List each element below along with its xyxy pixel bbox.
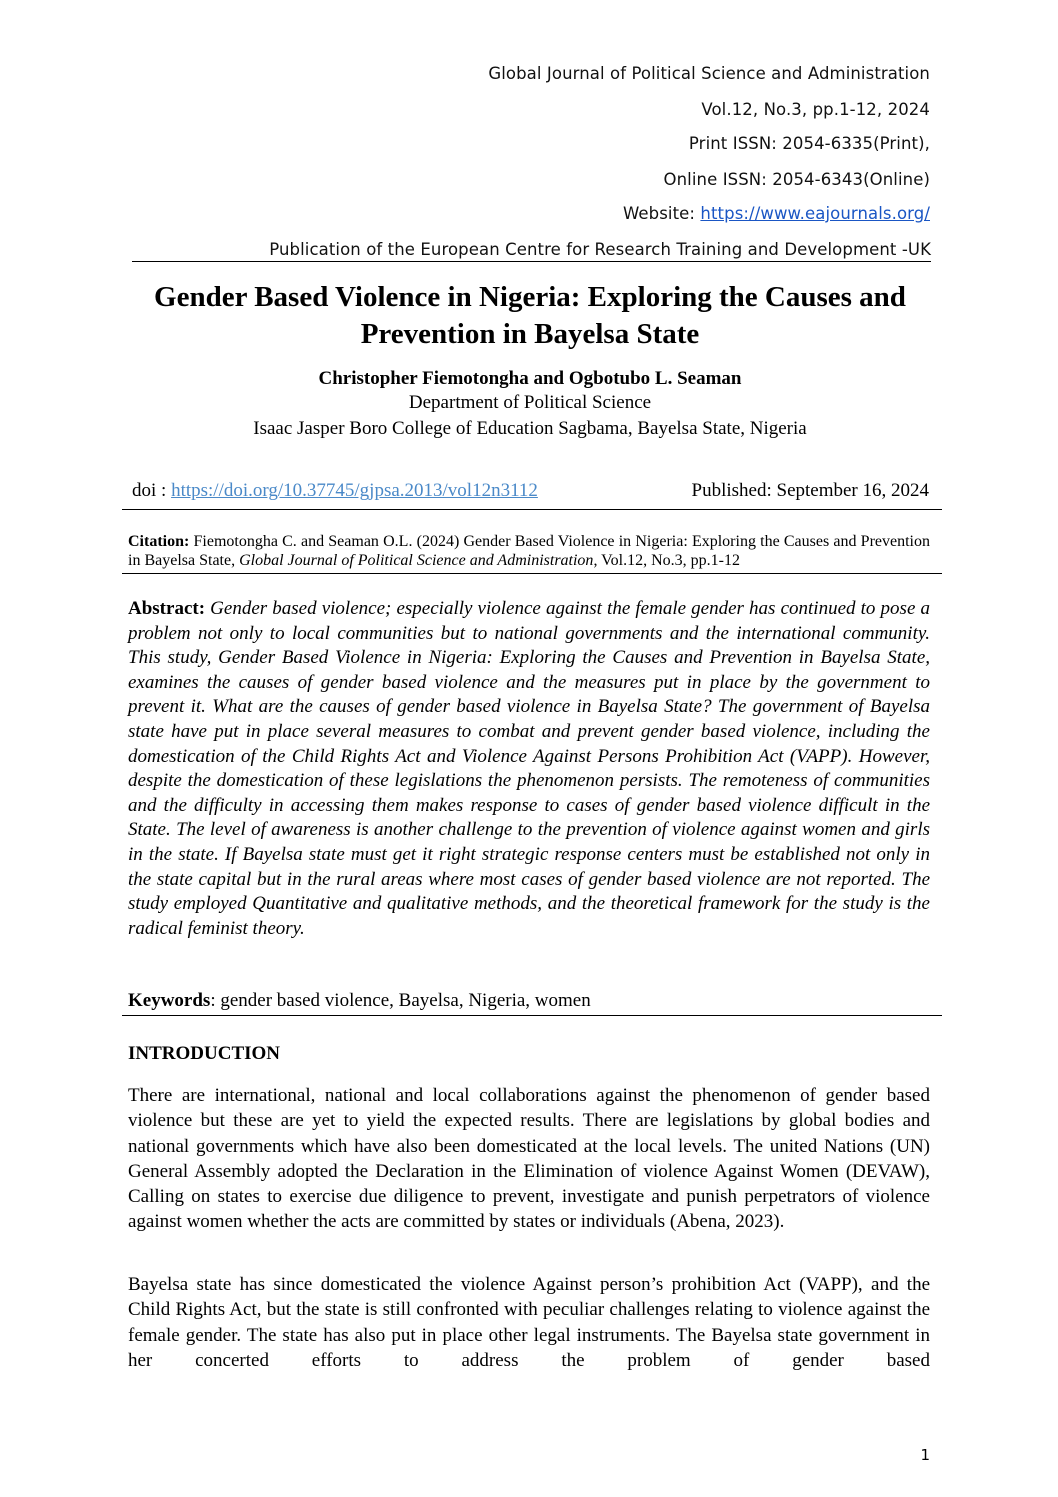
keywords-label: Keywords bbox=[128, 990, 211, 1011]
volume-info: Vol.12, No.3, pp.1-12, 2024 bbox=[701, 100, 930, 119]
article-title: Gender Based Violence in Nigeria: Exploring the Causes and Prevention in Bayelsa State bbox=[154, 281, 906, 350]
article-authors: Christopher Fiemotongha and Ogbotubo L. Seaman bbox=[318, 368, 742, 389]
website-label: Website: bbox=[622, 204, 701, 223]
publisher-line: Publication of the European Centre for Research Training and Development -UK bbox=[269, 240, 931, 259]
doi-row bbox=[132, 480, 929, 502]
citation-block bbox=[128, 532, 930, 570]
header-divider bbox=[132, 261, 931, 262]
website-link[interactable]: https://www.eajournals.org/ bbox=[700, 204, 930, 223]
online-issn: Online ISSN: 2054-6343(Online) bbox=[663, 170, 930, 189]
abstract-text: Gender based violence; especially violence against the female gender has continued to pose a problem not only to local communities but to national governments and the international community. This study, Gender Based Violence in Nigeria: Exploring the Causes and Prevention in Bayelsa State, examines the causes of gender based violence and the measures put in place by the government to prevent it. What are the causes of gender based violence in Bayelsa State? The government of Bayelsa state have put in place several measures to combat and prevent gender based violence, including the domestication of the Child Rights Act and Violence Against Persons Prohibition Act (VAPP). However, despite the domestication of these legislations the phenomenon persists. The remoteness of communities and the difficulty in accessing them makes response to cases of gender based violence difficult in the State. The level of awareness is another challenge to the prevention of violence against women and girls in the state. If Bayelsa state must get it right strategic response centers must be established not only in the state capital but in the rural areas where most cases of gender based violence are not reported. The study employed Quantitative and qualitative methods, and the theoretical framework for the study is the radical feminist theory. bbox=[128, 598, 930, 939]
published-date: Published: September 16, 2024 bbox=[691, 480, 929, 501]
introduction-paragraph-1 bbox=[128, 1083, 930, 1235]
citation-journal: Global Journal of Political Science and Administration bbox=[239, 552, 594, 569]
abstract-block bbox=[128, 597, 930, 941]
print-issn: Print ISSN: 2054-6335(Print), bbox=[688, 134, 930, 153]
journal-name: Global Journal of Political Science and Administration bbox=[488, 64, 930, 83]
doi-link[interactable]: https://doi.org/10.37745/gjpsa.2013/vol12n3112 bbox=[171, 480, 538, 501]
keywords-text: : gender based violence, Bayelsa, Nigeria, women bbox=[210, 990, 591, 1011]
doi-divider bbox=[122, 509, 942, 510]
citation-text-end: , Vol.12, No.3, pp.1-12 bbox=[593, 552, 740, 569]
abstract-label: Abstract: bbox=[128, 598, 206, 619]
citation-divider bbox=[122, 573, 942, 574]
introduction-heading: INTRODUCTION bbox=[128, 1043, 281, 1064]
author-institution: Isaac Jasper Boro College of Education Sagbama, Bayelsa State, Nigeria bbox=[253, 418, 807, 439]
keywords-divider bbox=[122, 1015, 942, 1016]
citation-label: Citation: bbox=[128, 533, 190, 550]
introduction-paragraph-2 bbox=[128, 1272, 930, 1373]
paragraph-text: There are international, national and local collaborations against the phenomenon of gender based violence but these are yet to yield the expected results. There are legislations by global bodies and national governments which have also been domesticated at the local levels. The united Nations (UN) General Assembly adopted the Declaration in the Elimination of violence Against Women (DEVAW), Calling on states to exercise due diligence to prevent, investigate and punish perpetrators of violence against women whether the acts are committed by states or individuals (Abena, 2023). bbox=[128, 1085, 930, 1233]
doi-label: doi : bbox=[132, 480, 172, 501]
website-line bbox=[623, 204, 930, 223]
keywords-block bbox=[128, 990, 930, 1012]
page-number: 1 bbox=[920, 1446, 930, 1464]
paragraph-text: Bayelsa state has since domesticated the violence Against person’s prohibition Act (VAPP), and the Child Rights Act, but the state is still confronted with peculiar challenges relating to violence against the female gender. The state has also put in place other legal instruments. The Bayelsa state government in her concerted efforts to address the problem of gender based bbox=[128, 1274, 930, 1371]
author-department: Department of Political Science bbox=[408, 392, 652, 413]
citation-text: Fiemotongha C. and Seaman O.L. (2024) Gender Based Violence in Nigeria: Exploring the Causes and Prevention in Bayelsa State, bbox=[128, 533, 930, 569]
